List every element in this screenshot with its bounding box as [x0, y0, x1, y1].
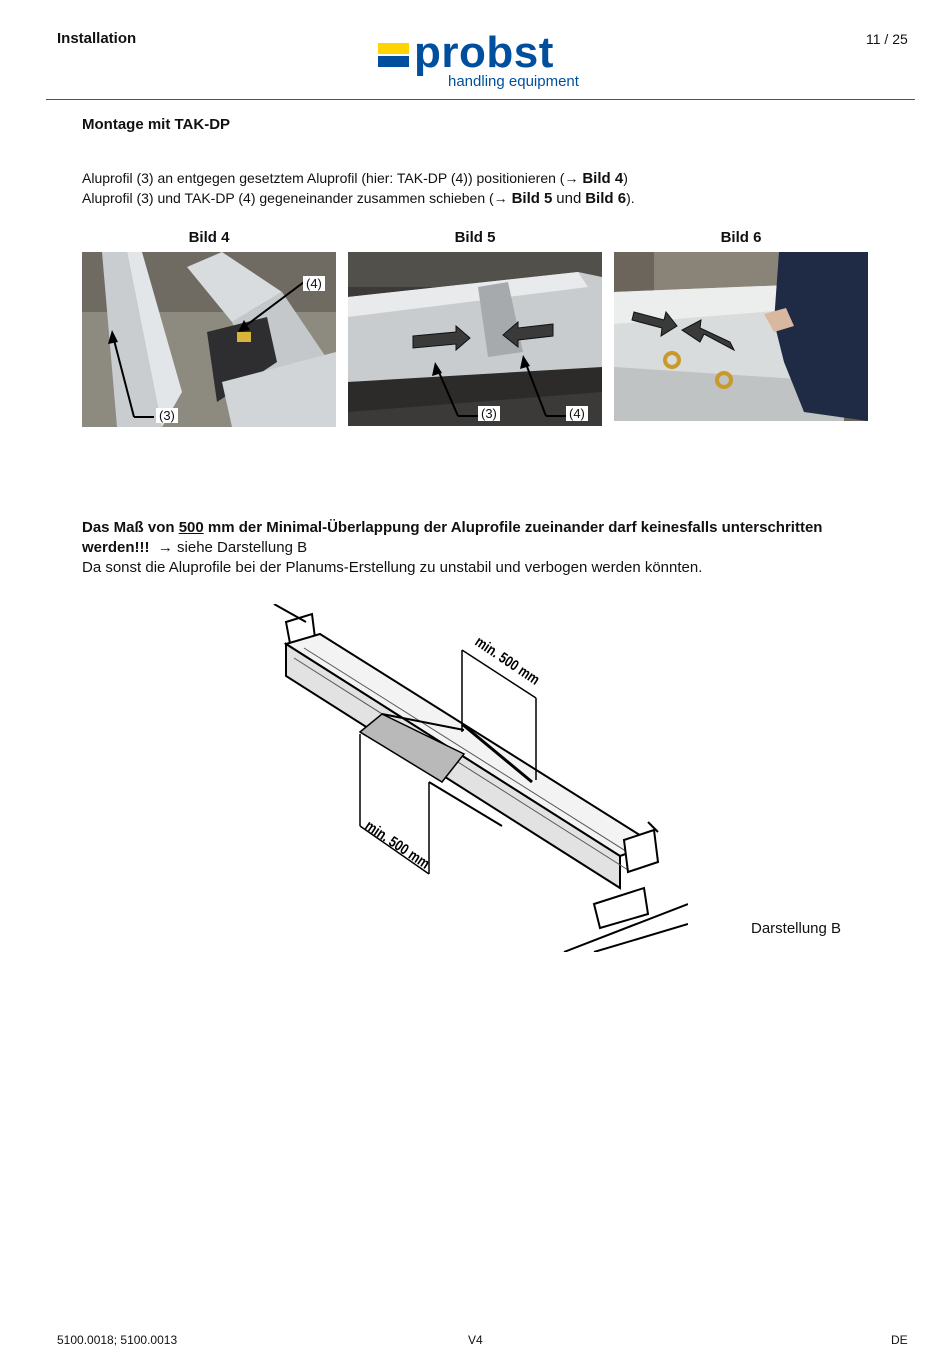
figure-caption-bild4: Bild 4	[188, 229, 230, 246]
photo-bild4	[82, 252, 336, 427]
logo-tagline: handling equipment	[448, 73, 579, 90]
photo-bild5-illustration	[348, 252, 602, 426]
photo-label-4: (4)	[566, 406, 588, 421]
photo-label-3: (3)	[478, 406, 500, 421]
photo-bild6	[614, 252, 868, 421]
overlap-value: 500	[178, 519, 204, 536]
arrow-icon: →	[157, 539, 173, 556]
photo-bild6-illustration	[614, 252, 868, 421]
photo-label-3: (3)	[156, 408, 178, 423]
header-section-title: Installation	[57, 30, 137, 47]
diagram-darstellung-b	[264, 604, 688, 952]
instruction-line-2: Aluprofil (3) und TAK-DP (4) gegeneinander zusammen schieben (→ Bild 5 und Bild 6).	[82, 190, 635, 207]
arrow-icon: →	[564, 170, 579, 186]
photo-bild4-illustration	[82, 252, 336, 427]
photo-bild5	[348, 252, 602, 426]
dimension-label-top: min. 500 mm	[471, 633, 557, 699]
section-title: Montage mit TAK-DP	[82, 116, 231, 133]
logo-mark-icon	[378, 43, 409, 67]
footer-language: DE	[891, 1333, 908, 1347]
photo-label-4: (4)	[303, 276, 325, 291]
profile-overlap-diagram	[264, 604, 688, 952]
logo-wordmark: probst	[414, 28, 554, 77]
arrow-icon: →	[493, 190, 508, 206]
instruction-line-1: Aluprofil (3) an entgegen gesetztem Aluprofil (hier: TAK-DP (4)) positionieren (→ Bild 4)	[82, 170, 628, 187]
figure-caption-bild5: Bild 5	[454, 229, 496, 246]
figure-caption-bild6: Bild 6	[720, 229, 762, 246]
diagram-caption: Darstellung B	[751, 920, 842, 937]
dimension-label-bottom: min. 500 mm	[361, 817, 447, 883]
probst-logo	[378, 28, 593, 94]
overlap-warning: Das Maß von 500 mm der Minimal-Überlappung der Aluprofile zueinander darf keinesfalls unterschritten werden!!! → siehe Darstellung B Da sonst die Aluprofile bei der Planums-Erstellung zu unstabil und verbogen werden könnten.	[82, 518, 842, 578]
warning-explanation: Da sonst die Aluprofile bei der Planums-Erstellung zu unstabil und verbogen werden könnten.	[82, 559, 703, 576]
header-divider	[46, 99, 915, 100]
page-number: 11 / 25	[866, 31, 908, 47]
footer-version: V4	[468, 1333, 483, 1347]
footer-doc-numbers: 5100.0018; 5100.0013	[57, 1333, 178, 1347]
